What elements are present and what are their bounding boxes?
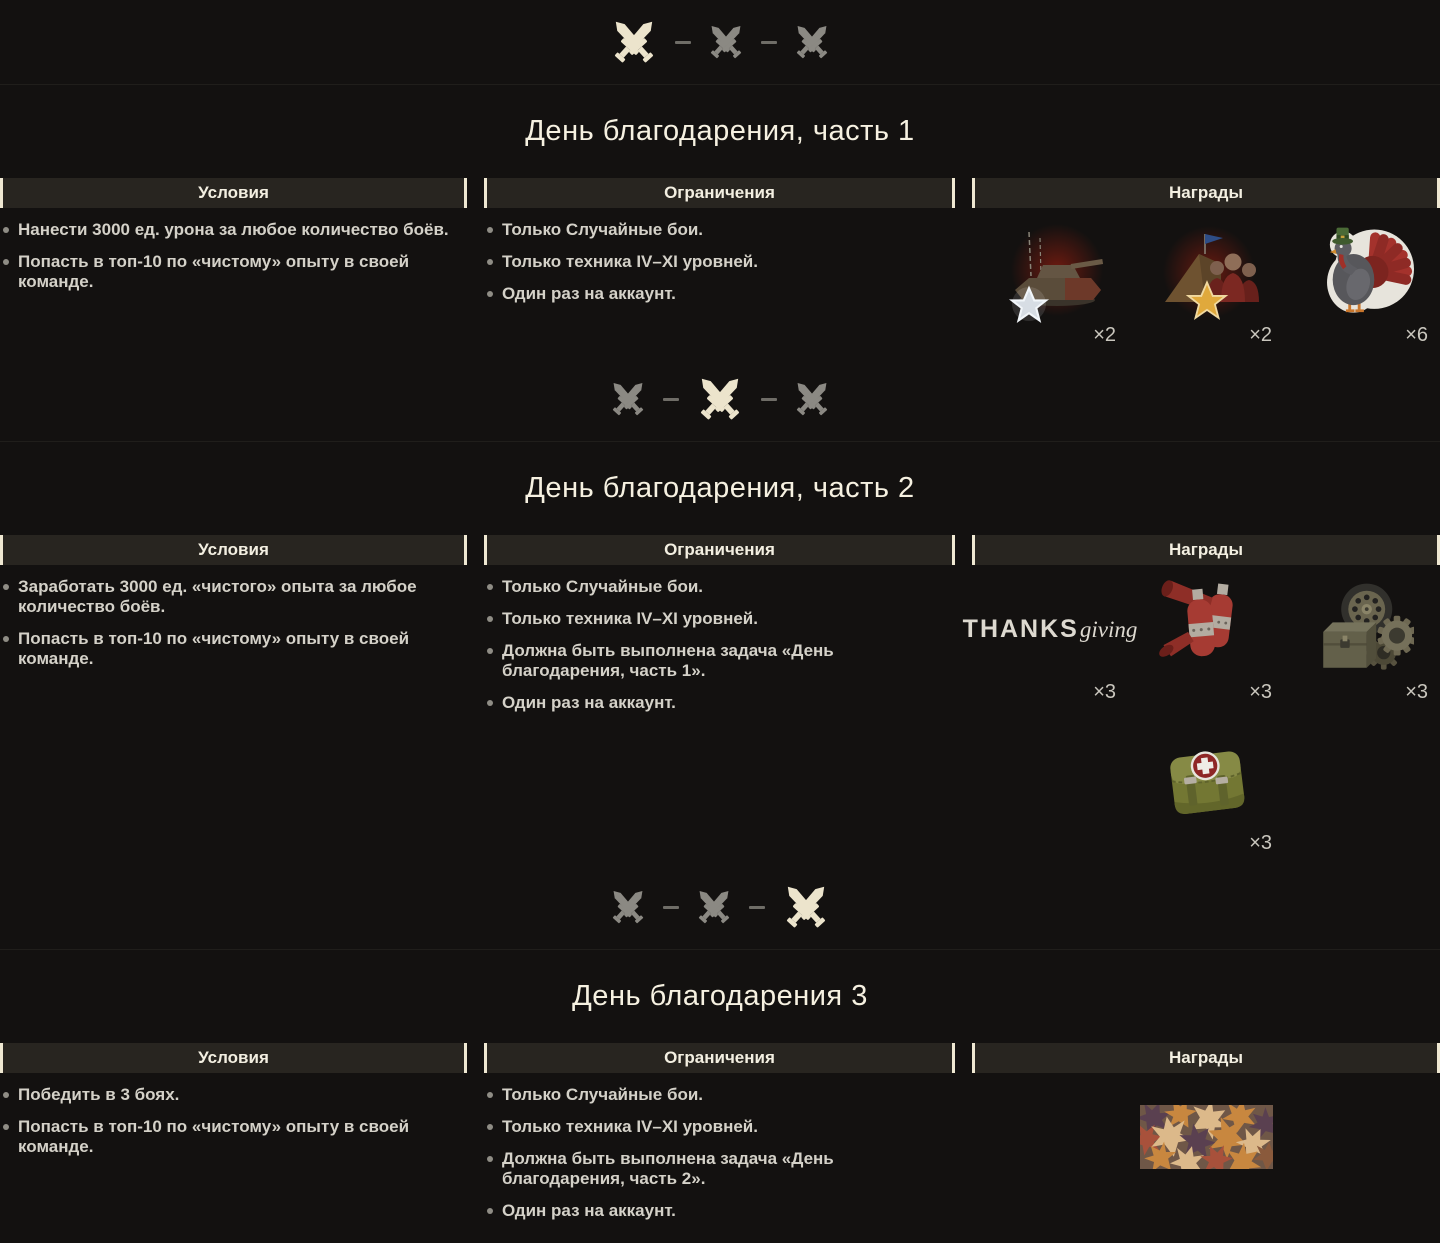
thanksgiving-text bbox=[963, 615, 1138, 644]
list-item bbox=[484, 641, 955, 681]
rewards-header: Награды bbox=[972, 178, 1440, 208]
fire-extinguisher-icon bbox=[1154, 577, 1258, 681]
list-item bbox=[0, 220, 467, 240]
list-item bbox=[484, 1085, 955, 1105]
list-item bbox=[0, 577, 467, 617]
mission-content bbox=[0, 208, 1440, 357]
bullet-icon bbox=[3, 259, 9, 265]
list-item bbox=[484, 284, 955, 304]
list-item-text: Только Случайные бои. bbox=[502, 220, 704, 239]
first-aid-kit-icon bbox=[1154, 728, 1258, 832]
battle-swords-icon bbox=[605, 884, 651, 930]
bullet-icon bbox=[487, 1156, 493, 1162]
bullet-icon bbox=[3, 636, 9, 642]
bullet-icon bbox=[487, 584, 493, 590]
battle-swords-icon-active bbox=[605, 13, 663, 71]
crew-xp-reserve-icon bbox=[1151, 220, 1261, 324]
conditions-list bbox=[0, 577, 467, 855]
rewards-list bbox=[972, 220, 1440, 347]
list-item bbox=[0, 1085, 467, 1105]
bullet-icon bbox=[487, 1092, 493, 1098]
rewards-list bbox=[962, 577, 1440, 855]
bullet-icon bbox=[487, 227, 493, 233]
column-headers bbox=[0, 1043, 1440, 1073]
bullet-icon bbox=[487, 616, 493, 622]
reward-count: ×6 bbox=[1405, 324, 1428, 346]
separator-dash-icon bbox=[663, 906, 679, 909]
list-item bbox=[0, 629, 467, 669]
battle-swords-icon-active bbox=[777, 878, 835, 936]
separator-dash-icon bbox=[675, 41, 691, 44]
mission-title: День благодарения 3 bbox=[572, 980, 868, 1012]
bullet-icon bbox=[487, 648, 493, 654]
restrictions-header: Ограничения bbox=[484, 535, 955, 565]
reward-count: ×2 bbox=[1249, 324, 1272, 346]
reward-count: ×3 bbox=[1249, 681, 1272, 703]
mission-2 bbox=[0, 442, 1440, 865]
separator-dash-icon bbox=[761, 398, 777, 401]
column-headers bbox=[0, 178, 1440, 208]
mission-content bbox=[0, 565, 1440, 865]
bullet-icon bbox=[487, 1208, 493, 1214]
restrictions-header: Ограничения bbox=[484, 178, 955, 208]
list-item-text: Только техника IV–XI уровней. bbox=[502, 1117, 758, 1136]
battle-swords-icon bbox=[605, 376, 651, 422]
mission-content bbox=[0, 1073, 1440, 1243]
mission-3 bbox=[0, 950, 1440, 1243]
autumn-camouflage-icon bbox=[1140, 1085, 1273, 1189]
list-item-text: Попасть в топ-10 по «чистому» опыту в своей команде. bbox=[18, 252, 410, 291]
list-item bbox=[484, 220, 955, 240]
stage-progress-separator bbox=[0, 357, 1440, 442]
reward-count: ×2 bbox=[1093, 324, 1116, 346]
stage-progress-separator bbox=[0, 865, 1440, 950]
separator-dash-icon bbox=[663, 398, 679, 401]
mission-1 bbox=[0, 85, 1440, 357]
reward-thanksgiving-inscription[interactable] bbox=[962, 577, 1138, 704]
list-item-text: Победить в 3 боях. bbox=[18, 1085, 180, 1104]
bullet-icon bbox=[3, 227, 9, 233]
bullet-icon bbox=[487, 1124, 493, 1130]
reward-autumn-camouflage[interactable] bbox=[1139, 1085, 1273, 1211]
bullet-icon bbox=[487, 700, 493, 706]
mission-title: День благодарения, часть 1 bbox=[525, 115, 915, 147]
bullet-icon bbox=[487, 259, 493, 265]
restrictions-list bbox=[484, 220, 955, 347]
list-item-text: Один раз на аккаунт. bbox=[502, 693, 676, 712]
bullet-icon bbox=[3, 584, 9, 590]
turkey-emblem-icon bbox=[1310, 220, 1414, 324]
reward-personal-reserve-xp[interactable] bbox=[983, 220, 1117, 347]
thanksgiving-inscription-icon bbox=[963, 577, 1138, 681]
list-item-text: Только техника IV–XI уровней. bbox=[502, 609, 758, 628]
conditions-list bbox=[0, 1085, 467, 1233]
restrictions-header: Ограничения bbox=[484, 1043, 955, 1073]
conditions-list bbox=[0, 220, 467, 347]
list-item bbox=[484, 693, 955, 713]
column-headers bbox=[0, 535, 1440, 565]
reward-fire-extinguisher[interactable] bbox=[1139, 577, 1273, 704]
rewards-header: Награды bbox=[972, 1043, 1440, 1073]
list-item bbox=[0, 252, 467, 292]
battle-swords-icon-active bbox=[691, 370, 749, 428]
list-item-text: Заработать 3000 ед. «чистого» опыта за любое количество боёв. bbox=[18, 577, 417, 616]
battle-swords-icon bbox=[789, 19, 835, 65]
list-item-text: Один раз на аккаунт. bbox=[502, 284, 676, 303]
rewards-list bbox=[972, 1085, 1440, 1233]
conditions-header: Условия bbox=[0, 535, 467, 565]
reward-turkey-emblem[interactable] bbox=[1295, 220, 1429, 347]
bullet-icon bbox=[3, 1124, 9, 1130]
list-item-text: Только Случайные бои. bbox=[502, 1085, 704, 1104]
thanksgiving-caps-text: THANKS bbox=[962, 614, 1079, 643]
thanksgiving-script-text: giving bbox=[1079, 616, 1138, 642]
list-item bbox=[484, 609, 955, 629]
list-item bbox=[484, 1117, 955, 1137]
list-item-text: Только техника IV–XI уровней. bbox=[502, 252, 758, 271]
separator-dash-icon bbox=[749, 906, 765, 909]
list-item bbox=[484, 252, 955, 272]
spare-parts-kit-icon bbox=[1310, 577, 1414, 681]
conditions-header: Условия bbox=[0, 178, 467, 208]
reward-count: ×3 bbox=[1405, 681, 1428, 703]
conditions-header: Условия bbox=[0, 1043, 467, 1073]
list-item bbox=[0, 1117, 467, 1157]
list-item-text: Должна быть выполнена задача «День благодарения, часть 2». bbox=[502, 1149, 834, 1188]
bullet-icon bbox=[3, 1092, 9, 1098]
mission-title: День благодарения, часть 2 bbox=[525, 472, 915, 504]
restrictions-list bbox=[484, 1085, 955, 1233]
battle-swords-icon bbox=[691, 884, 737, 930]
stage-progress-separator bbox=[0, 0, 1440, 85]
list-item bbox=[484, 1201, 955, 1221]
restrictions-list bbox=[484, 577, 955, 855]
personal-reserve-xp-icon bbox=[995, 220, 1105, 324]
separator-dash-icon bbox=[761, 41, 777, 44]
list-item-text: Только Случайные бои. bbox=[502, 577, 704, 596]
reward-count: ×3 bbox=[1249, 832, 1272, 854]
list-item bbox=[484, 1149, 955, 1189]
list-item-text: Один раз на аккаунт. bbox=[502, 1201, 676, 1220]
rewards-header: Награды bbox=[972, 535, 1440, 565]
list-item-text: Попасть в топ-10 по «чистому» опыту в своей команде. bbox=[18, 629, 410, 668]
list-item-text: Попасть в топ-10 по «чистому» опыту в своей команде. bbox=[18, 1117, 410, 1156]
list-item bbox=[484, 577, 955, 597]
list-item-text: Должна быть выполнена задача «День благодарения, часть 1». bbox=[502, 641, 834, 680]
reward-spare-parts-kit[interactable] bbox=[1295, 577, 1429, 704]
list-item-text: Нанести 3000 ед. урона за любое количество боёв. bbox=[18, 220, 449, 239]
bullet-icon bbox=[487, 291, 493, 297]
reward-count: ×3 bbox=[1093, 681, 1116, 703]
battle-swords-icon bbox=[703, 19, 749, 65]
battle-swords-icon bbox=[789, 376, 835, 422]
reward-first-aid-kit[interactable] bbox=[1139, 728, 1273, 855]
reward-crew-xp-reserve[interactable] bbox=[1139, 220, 1273, 347]
